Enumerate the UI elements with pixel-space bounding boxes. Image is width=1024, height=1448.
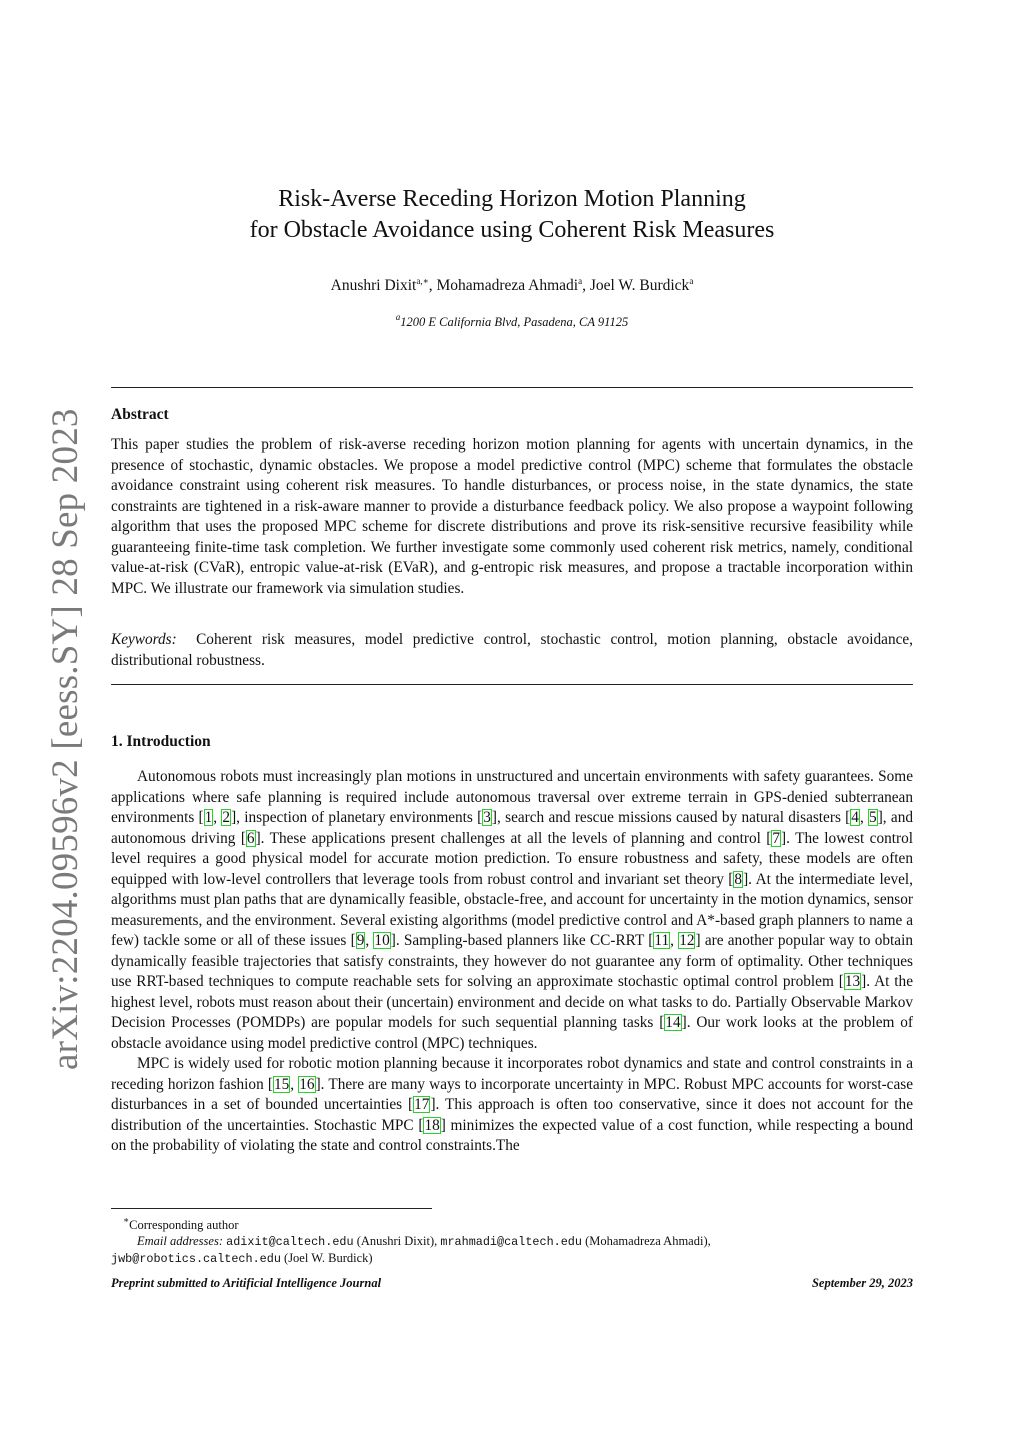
citation-link[interactable]: 8 — [734, 870, 743, 888]
affiliation: $^a$1200 E California Blvd, Pasadena, CA 91125 — [395, 312, 629, 329]
citation-link[interactable]: 12 — [679, 932, 695, 949]
footnote-corresponding: ∗Corresponding author — [123, 1215, 239, 1232]
citation-link[interactable]: 14 — [665, 1014, 681, 1031]
citation-link[interactable]: 10 — [374, 932, 390, 949]
citation-link[interactable]: 13 — [844, 973, 861, 990]
abstract-heading: Abstract — [111, 406, 169, 423]
footnotes — [111, 1212, 913, 1267]
abstract-bottom-rule — [111, 684, 913, 685]
title-line-2: for Obstacle Avoidance using Coherent Risk Measures — [249, 217, 775, 243]
paper-title — [111, 184, 913, 246]
submission-date: September 29, 2023 — [811, 1276, 913, 1290]
citation-link[interactable]: 5 — [869, 809, 877, 826]
intro-paragraph-1: Autonomous robots must increasingly plan motions in unstructured and uncertain environments with safety guarantees. Some applications where safe planning is required include autonomous traversal over extreme terrain in GPS-denied subterranean environments [1, 2], inspection of planetary environments [3], search and rescue missions caused by natural disasters [4, 5], and autonomous driving [6]. These applications present challenges at all the levels of planning and control [7]. The lowest control level requires a good physical model for accurate motion prediction. To ensure robustness and safety, these models are often equipped with low-level controllers that leverage tools from robust control and invariant set theory [8]. At the intermediate level, algorithms must plan paths that are dynamically feasible, obstacle-free, and account for uncertainty in the motion dynamics, sensor measurements, and the environment. Several existing algorithms (model predictive control and A*-based graph planners to name a few) tackle some or all of these issues [9, 10]. Sampling-based planners like CC-RRT [11, 12] are another popular way to obtain dynamically feasible trajectories that satisfy constraints, they however do not guarantee any form of optimality. Other techniques use RRT-based techniques to compute reachable sets for solving an approximate stochastic optimal control problem [13]. At the highest level, robots must reason about their (uncertain) environment and decide on what tasks to do. Partially Observable Markov Decision Processes (POMDPs) are popular models for such sequential planning tasks [14]. Our work looks at the problem of obstacle avoidance using model predictive control (MPC) techniques. — [111, 768, 913, 1052]
citation-link[interactable]: 4 — [851, 809, 859, 826]
citation-link[interactable]: 16 — [299, 1075, 315, 1093]
footnote-emails-cont: jwb@robotics.caltech.edu (Joel W. Burdick) — [111, 1251, 373, 1266]
citation-link[interactable]: 11 — [654, 932, 670, 949]
email-link[interactable]: adixit@caltech.edu — [226, 1235, 354, 1249]
abstract-text: This paper studies the problem of risk-averse receding horizon motion planning for agents with uncertain dynamics, in the presence of stochastic, dynamic obstacles. We propose a model predictive control (MPC) scheme that formulates the obstacle avoidance constraint using coherent risk measures. To handle disturbances, or process noise, in the state dynamics, the state constraints are tightened in a risk-aware manner to provide a disturbance feedback policy. We also propose a waypoint following algorithm that uses the proposed MPC scheme for discrete distributions and prove its risk-sensitive recursive feasibility while guaranteeing finite-time task completion. We further investigate some commonly used coherent risk metrics, namely, conditional value-at-risk (CVaR), entropic value-at-risk (EVaR), and g-entropic risk measures, and propose a tractable incorporation within MPC. We illustrate our framework via simulation studies. — [111, 436, 913, 597]
footnote-emails: Email addresses: adixit@caltech.edu (Anushri Dixit), mrahmadi@caltech.edu (Mohamadreza Ahmadi), — [137, 1234, 711, 1249]
citation-link[interactable]: 18 — [424, 1116, 440, 1134]
citation-link[interactable]: 15 — [273, 1075, 290, 1093]
title-line-1: Risk-Averse Receding Horizon Motion Planning — [278, 186, 746, 212]
author: Joel W. Burdick$^a$ — [589, 276, 694, 294]
keywords-label: Keywords: — [111, 631, 177, 648]
citation-link[interactable]: 3 — [483, 809, 491, 826]
citation-link[interactable]: 17 — [414, 1096, 430, 1113]
keywords — [111, 630, 913, 671]
section-heading-introduction: 1. Introduction — [111, 733, 211, 750]
citation-link[interactable]: 1 — [204, 809, 213, 826]
introduction-body — [111, 767, 913, 1157]
email-link[interactable]: jwb@robotics.caltech.edu — [111, 1252, 281, 1266]
author: Mohamadreza Ahmadi$^a$, — [436, 276, 590, 294]
arxiv-identifier: arXiv:2204.09596v2 [eess.SY] 28 Sep 2023 — [45, 408, 86, 1070]
email-link[interactable]: mrahmadi@caltech.edu — [440, 1235, 582, 1249]
footnote-rule — [111, 1208, 432, 1209]
citation-link[interactable]: 9 — [356, 932, 365, 949]
preprint-note: Preprint submitted to Aritificial Intelligence Journal — [111, 1276, 382, 1290]
citation-link[interactable]: 6 — [246, 829, 255, 847]
intro-paragraph-2: MPC is widely used for robotic motion planning because it incorporates robot dynamics and state and control constraints in a receding horizon fashion [15, 16]. There are many ways to incorporate uncertainty in MPC. Robust MPC accounts for worst-case disturbances in a set of bounded uncertainties [17]. This approach is often too conservative, since it does not account for the distribution of the uncertainties. Stochastic MPC [18] minimizes the expected value of a cost function, while respecting a bound on the probability of violating the state and control constraints.The — [111, 1055, 913, 1154]
citation-link[interactable]: 7 — [772, 829, 781, 847]
keywords-text: Coherent risk measures, model predictive control, stochastic control, motion planning, obstacle avoidance, distributional robustness. — [111, 631, 913, 669]
citation-link[interactable]: 2 — [222, 809, 231, 826]
abstract-top-rule — [111, 387, 913, 388]
author: Anushri Dixit$^{a,∗}$, — [330, 276, 437, 294]
author-list — [111, 276, 913, 295]
